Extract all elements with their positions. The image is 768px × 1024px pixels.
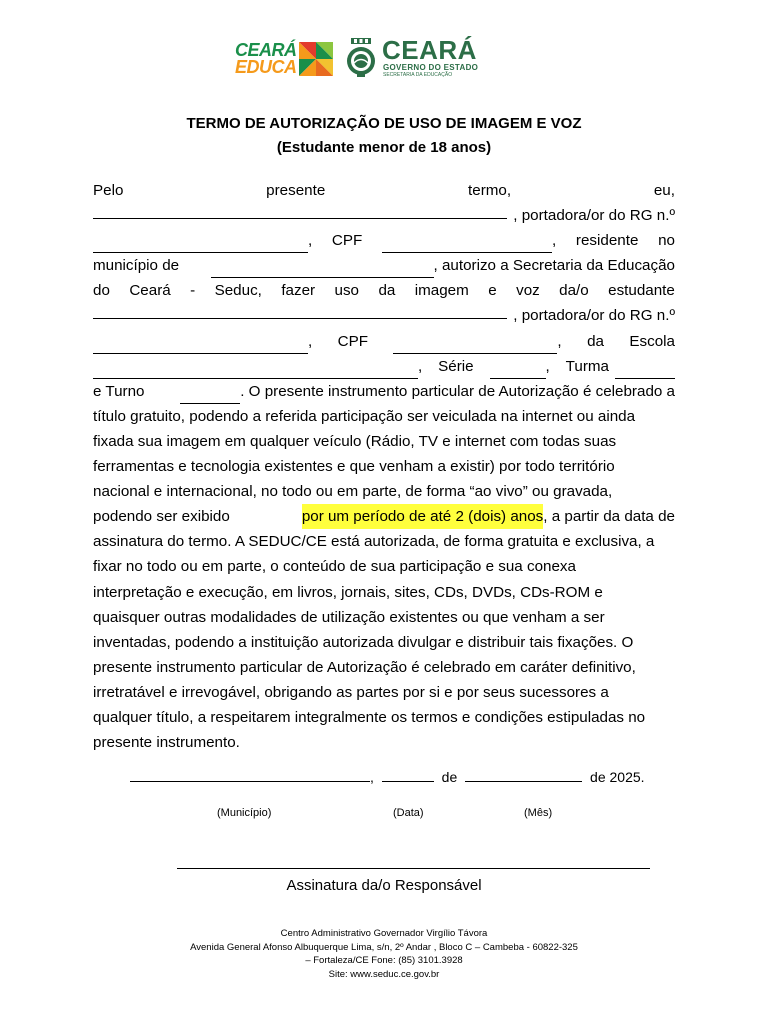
- student-rg-blank-field[interactable]: [93, 338, 308, 354]
- body-text-fragment: , a partir da data de: [543, 508, 675, 526]
- body-text-fragment: título gratuito, podendo a referida participação ser veiculada na internet ou ainda: [93, 407, 636, 425]
- mes-caption: (Mês): [524, 807, 553, 819]
- body-word: CPF: [337, 332, 369, 350]
- body-text-fragment: inventadas, podendo a instituição autorizada divulgar e distribuir tais fixações. O: [93, 633, 634, 651]
- student-cpf-blank-field[interactable]: [393, 338, 557, 354]
- body-line-5: [93, 278, 675, 303]
- body-text-fragment: podendo ser exibido: [93, 508, 230, 526]
- serie-blank-field[interactable]: [490, 363, 546, 379]
- body-word: imagem: [414, 282, 469, 300]
- turma-blank-field[interactable]: [615, 363, 675, 379]
- body-word: Escola: [629, 332, 675, 350]
- governo-ceara-logo: [345, 35, 495, 80]
- body-word: Ceará: [129, 282, 171, 300]
- body-text-fragment: município de: [93, 257, 180, 275]
- body-word: residente: [575, 232, 639, 250]
- highlighted-period-text: por um período de até 2 (dois) anos: [302, 504, 543, 529]
- municipio-date-blank-field[interactable]: [130, 767, 370, 782]
- body-text-fragment: fixada sua imagem em qualquer veículo (Rádio, TV e internet com todas suas: [93, 432, 617, 450]
- ceara-educa-logo-line1: CEARÁ: [235, 40, 297, 60]
- body-word: ,: [551, 232, 557, 250]
- body-word: uso: [334, 282, 360, 300]
- date-de-label: de: [441, 769, 458, 785]
- signature-label: Assinatura da/o Responsável: [286, 877, 482, 894]
- body-line-2: [93, 203, 675, 228]
- body-text-fragment: fixar no todo ou em parte, o conteúdo de sua participação e sua conexa: [93, 558, 576, 576]
- turno-blank-field[interactable]: [180, 388, 240, 404]
- footer-line-2: Avenida General Afonso Albuquerque Lima, s/n, 2º Andar , Bloco C – Cambeba - 60822-325: [190, 941, 578, 953]
- date-year-label: de 2025.: [590, 769, 645, 785]
- body-word: termo,: [468, 182, 512, 199]
- body-line-18: [93, 605, 675, 630]
- document-title: [0, 112, 768, 160]
- municipio-caption: (Município): [217, 807, 272, 819]
- body-text-fragment: presente instrumento particular de Autorização é celebrado em caráter definitivo,: [93, 658, 636, 676]
- body-text-fragment: presente instrumento.: [93, 734, 240, 752]
- date-separator: ,: [370, 769, 374, 785]
- body-word: Turma: [565, 357, 609, 375]
- footer-line-3: – Fortaleza/CE Fone: (85) 3101.3928: [305, 955, 463, 966]
- name-blank-field[interactable]: [93, 203, 507, 219]
- body-text-fragment: , portadora/or do RG n.º: [513, 307, 675, 325]
- body-word: da: [587, 332, 604, 350]
- body-line-21: [93, 680, 675, 705]
- date-line: [130, 767, 650, 789]
- body-text-fragment: assinatura do termo. A SEDUC/CE está autorizada, de forma gratuita e exclusiva, a: [93, 533, 655, 551]
- body-line-23: [93, 730, 675, 755]
- document-body: [93, 178, 675, 755]
- body-line-16: [93, 554, 675, 579]
- body-line-11: [93, 429, 675, 454]
- body-text-fragment: , autorizo a Secretaria da Educação: [433, 257, 675, 275]
- ceara-educa-mark-icon: [299, 42, 333, 76]
- body-word: da: [378, 282, 396, 300]
- cpf-blank-field[interactable]: [382, 237, 552, 253]
- body-line-14: [93, 504, 675, 529]
- body-word: CPF: [331, 232, 363, 250]
- body-word: e: [488, 282, 497, 300]
- body-text-fragment: qualquer título, a respeitarem integralmente os termos e condições estipuladas no: [93, 708, 646, 726]
- body-text-fragment: , portadora/or do RG n.º: [513, 207, 675, 225]
- state-crest-icon: [345, 38, 377, 78]
- body-line-15: [93, 529, 675, 554]
- body-text-fragment: e Turno: [93, 382, 145, 400]
- body-word: do: [93, 282, 110, 300]
- day-blank-field[interactable]: [382, 767, 434, 782]
- body-line-22: [93, 705, 675, 730]
- rg-blank-field[interactable]: [93, 237, 308, 253]
- body-line-7: [93, 329, 675, 354]
- body-text-fragment: interpretação e execução, em livros, jornais, sites, CDs, DVDs, CDs-ROM e: [93, 583, 603, 601]
- body-word: presente: [266, 182, 326, 199]
- body-word: ,: [418, 357, 423, 375]
- escola-blank-field[interactable]: [93, 363, 418, 379]
- body-text-fragment: ferramentas e tecnologia existentes e que venham a existir) por todo território: [93, 458, 615, 476]
- body-word: fazer: [281, 282, 316, 300]
- signature-line[interactable]: [177, 868, 650, 869]
- date-labels: [0, 807, 768, 823]
- body-word: ,: [308, 332, 313, 350]
- body-line-3: [93, 228, 675, 253]
- body-word: Pelo: [93, 182, 124, 199]
- title-subtitle: (Estudante menor de 18 anos): [276, 139, 492, 156]
- body-word: -: [190, 282, 196, 300]
- body-word: ,: [557, 332, 562, 350]
- month-blank-field[interactable]: [465, 767, 582, 782]
- footer-line-1: Centro Administrativo Governador Virgílio Távora: [280, 928, 488, 939]
- body-word: ,: [545, 357, 550, 375]
- body-line-17: [93, 580, 675, 605]
- body-line-19: [93, 630, 675, 655]
- ceara-educa-logo-line2: EDUCA: [235, 57, 297, 77]
- body-line-12: [93, 454, 675, 479]
- footer-site: Site: www.seduc.ce.gov.br: [328, 968, 440, 980]
- body-line-13: [93, 479, 675, 504]
- body-word: ,: [308, 232, 313, 250]
- body-line-4: [93, 253, 675, 278]
- governo-logo-subtitle: GOVERNO DO ESTADO: [383, 63, 479, 72]
- footer-address: [0, 927, 768, 981]
- body-line-1: [93, 178, 675, 203]
- student-name-blank-field[interactable]: [93, 303, 507, 319]
- body-line-20: [93, 655, 675, 680]
- governo-logo-secretaria: SECRETARIA DA EDUCAÇÃO: [383, 72, 453, 78]
- body-word: da/o: [559, 282, 589, 300]
- body-word: Série: [438, 357, 474, 375]
- governo-logo-name: CEARÁ: [382, 35, 477, 65]
- body-word: estudante: [608, 282, 675, 300]
- body-line-6: [93, 303, 675, 328]
- body-word: eu,: [653, 182, 675, 199]
- body-line-9: [93, 379, 675, 404]
- body-text-fragment: nacional e internacional, no todo ou em parte, de forma “ao vivo” ou gravada,: [93, 483, 613, 501]
- body-word: voz: [516, 282, 540, 300]
- body-text-fragment: quaisquer outras modalidades de utilização existentes ou que venham a ser: [93, 608, 605, 626]
- data-caption: (Data): [393, 807, 424, 819]
- body-line-10: [93, 404, 675, 429]
- body-word: no: [658, 232, 675, 250]
- municipio-blank-field[interactable]: [211, 262, 434, 278]
- header-logos: [0, 35, 768, 80]
- body-word: Seduc,: [214, 282, 262, 300]
- body-text-fragment: . O presente instrumento particular de Autorização é celebrado a: [240, 382, 675, 400]
- body-text-fragment: irretratável e irrevogável, obrigando as partes por si e por seus sucessores a: [93, 683, 609, 701]
- ceara-educa-logo: [235, 41, 337, 77]
- body-line-8: [93, 354, 675, 379]
- title-main: TERMO DE AUTORIZAÇÃO DE USO DE IMAGEM E VOZ: [186, 115, 582, 132]
